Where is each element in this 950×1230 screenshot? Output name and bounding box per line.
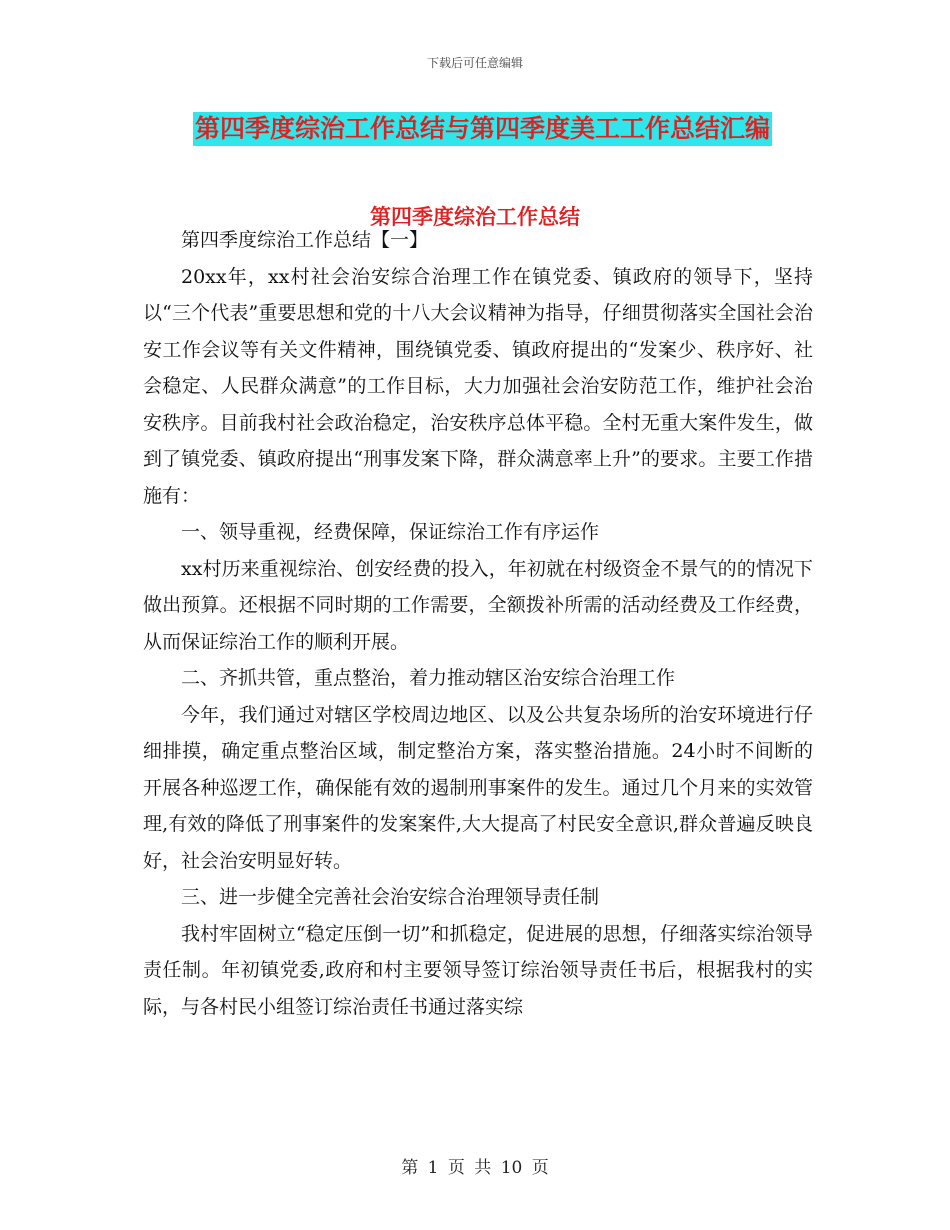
paragraph: xx村历来重视综治、创安经费的投入，年初就在村级资金不景气的的情况下做出预算。还根据不同时期的工作需要，全额拨补所需的活动经费及工作经费，从而保证综治工作的顺利开展。 <box>143 557 813 653</box>
paragraph-heading: 一、领导重视，经费保障，保证综治工作有序运作 <box>181 521 600 543</box>
paragraph-heading: 三、进一步健全完善社会治安综合治理领导责任制 <box>181 886 600 908</box>
paragraph: 20xx年，xx村社会治安综合治理工作在镇党委、镇政府的领导下，坚持以“三个代表”重要思想和党的十八大会议精神为指导，仔细贯彻落实全国社会治安工作会议等有关文件精神，围绕镇党委、镇政府提出的“发案少、秩序好、社会稳定、人民群众满意”的工作目标，大力加强社会治安防范工作，维护社会治安秩序。目前我村社会政治稳定，治安秩序总体平稳。全村无重大案件发生，做到了镇党委、镇政府提出“刑事发案下降，群众满意率上升”的要求。主要工作措施有： <box>143 265 813 507</box>
paragraph: 今年，我们通过对辖区学校周边地区、以及公共复杂场所的治安环境进行仔细排摸，确定重点整治区域，制定整治方案，落实整治措施。24小时不间断的开展各种巡逻工作，确保能有效的遏制刑事案件的发生。通过几个月来的实效管理,有效的降低了刑事案件的发案案件,大大提高了村民安全意识,群众普遍反映良好，社会治安明显好转。 <box>143 703 813 872</box>
main-title: 第四季度综治工作总结与第四季度美工工作总结汇编 <box>193 112 772 146</box>
paragraph: 我村牢固树立“稳定压倒一切”和抓稳定，促进展的思想，仔细落实综治领导责任制。年初镇党委,政府和村主要领导签订综治领导责任书后，根据我村的实际，与各村民小组签订综治责任书通过落实综 <box>143 922 813 1018</box>
header-note: 下载后可任意编辑 <box>426 56 523 70</box>
paragraph-heading: 二、齐抓共管，重点整治，着力推动辖区治安综合治理工作 <box>181 667 676 689</box>
section-title: 第四季度综治工作总结 <box>370 204 580 229</box>
document-body <box>143 222 813 1025</box>
page-footer: 第 1 页 共 10 页 <box>401 1158 549 1178</box>
paragraph-heading: 第四季度综治工作总结【一】 <box>181 229 429 251</box>
